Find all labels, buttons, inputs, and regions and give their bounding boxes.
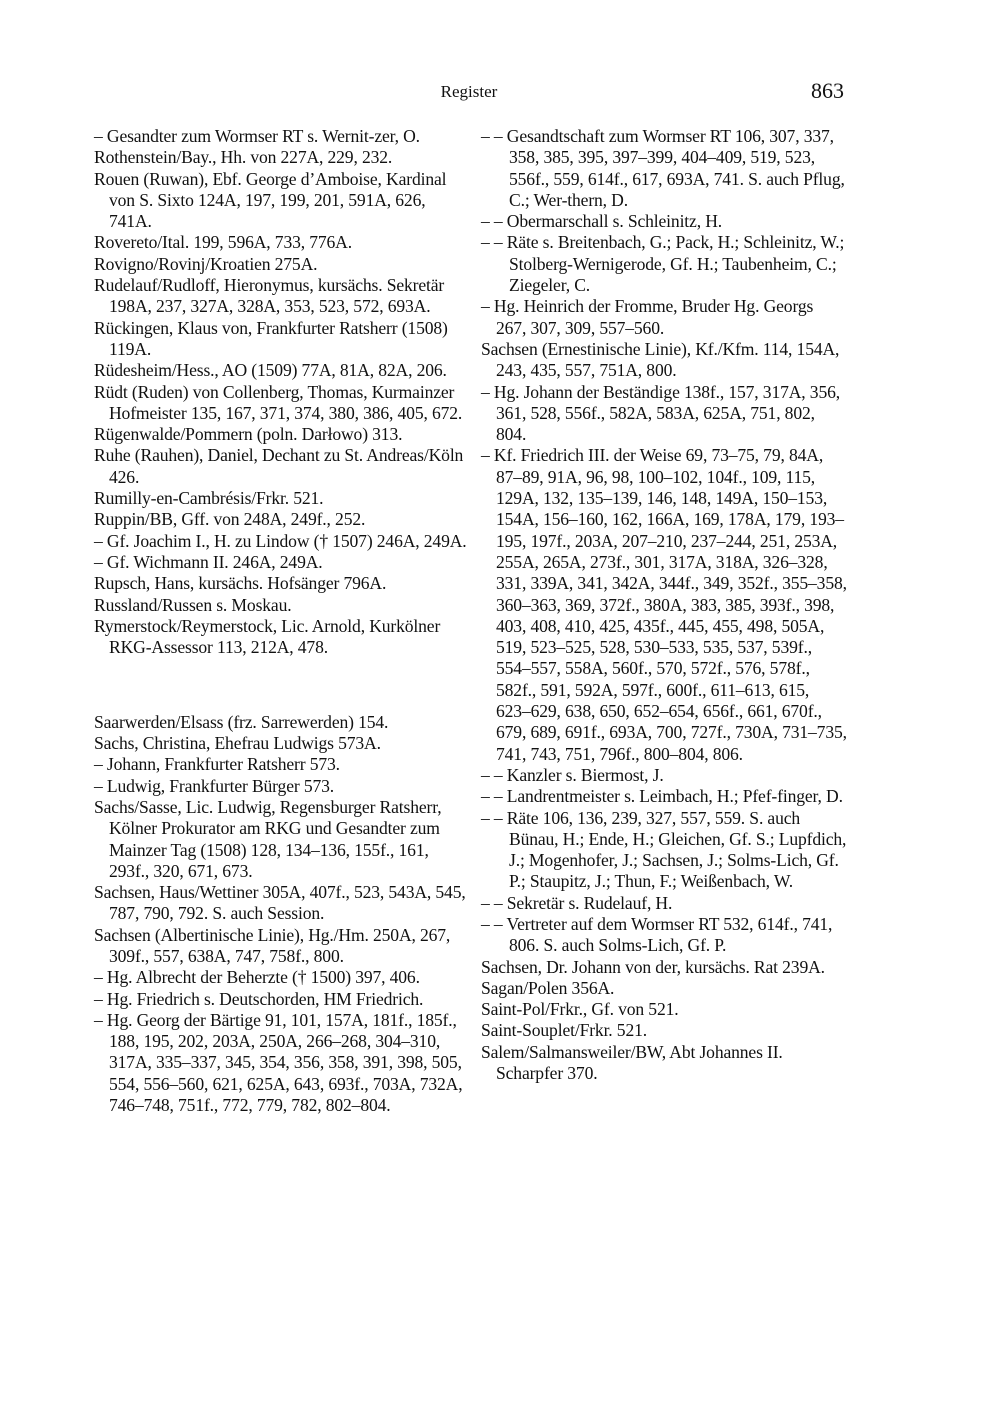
index-subentry: – – Gesandtschaft zum Wormser RT 106, 307, 337, 358, 385, 395, 397–399, 404–409, 519, 523, 556f., 559, 614f., 617, 693A, 741. S. auch Pflug, C.; Wer-thern, D. (481, 126, 845, 210)
index-subentry: – Ludwig, Frankfurter Bürger 573. (94, 775, 335, 796)
index-subentry: – Hg. Albrecht der Beherzte († 1500) 397, 406. (94, 967, 420, 988)
index-subentry: – – Obermarschall s. Schleinitz, H. (481, 211, 723, 232)
index-subentry: – Hg. Friedrich s. Deutschorden, HM Friedrich. (94, 988, 424, 1009)
index-subentry: – Kf. Friedrich III. der Weise 69, 73–75, 79, 84A, 87–89, 91A, 96, 98, 100–102, 104f., 109, 115, 129A, 132, 135–139, 146, 148, 149A, 150–153, 154A, 156–160, 162, 166A, 169, 178A, 179, 193–195, 197f., 203A, 207–210, 237–244, 251, 253A, 255A, 265A, 273f., 301, 317A, 318A, 326–328, 331, 339A, 341, 342A, 344f., 349, 352f., 355–358, 360–363, 369, 372f., 380A, 383, 385, 393f., 398, 403, 408, 410, 425, 435f., 445, 455, 498, 505A, 519, 523–525, 528, 530–533, 535, 537, 539f., 554–557, 558A, 560f., 570, 572f., 576, 578f., 582f., 591, 592A, 597f., 600f., 611–613, 615, 623–629, 638, 650, 652–654, 656f., 661, 670f., 679, 689, 691f., 693A, 700, 727f., 730A, 731–735, 741, 743, 751, 796f., 800–804, 806. (481, 445, 847, 764)
index-subentry: – – Vertreter auf dem Wormser RT 532, 614f., 741, 806. S. auch Solms-Lich, Gf. P. (481, 913, 833, 956)
index-entry: Rothenstein/Bay., Hh. von 227A, 229, 232. (94, 147, 393, 168)
index-entry: Sachsen (Albertinische Linie), Hg./Hm. 250A, 267, 309f., 557, 638A, 747, 758f., 800. (94, 924, 451, 966)
index-entry: Sachs, Christina, Ehefrau Ludwigs 573A. (94, 733, 381, 754)
index-entry: Saint-Pol/Frkr., Gf. von 521. (481, 999, 679, 1020)
index-subentry: – Hg. Georg der Bärtige 91, 101, 157A, 181f., 185f., 188, 195, 202, 203A, 250A, 266–268, 304–310, 317A, 335–337, 345, 354, 356, 358, 391, 398, 505, 554, 556–560, 621, 625A, 643, 693f., 703A, 732A, 746–748, 751f., 772, 779, 782, 802–804. (94, 1009, 463, 1116)
index-column-left (94, 126, 472, 1116)
index-entry: Saarwerden/Elsass (frz. Sarrewerden) 154. (94, 711, 389, 732)
index-subentry: – Gf. Joachim I., H. zu Lindow († 1507) 246A, 249A. (94, 530, 467, 551)
index-entry: Sachs/Sasse, Lic. Ludwig, Regensburger Ratsherr, Kölner Prokurator am RKG und Gesandter zum Mainzer Tag (1508) 128, 134–136, 155f., 161, 293f., 320, 671, 673. (94, 796, 442, 881)
index-entry: Sachsen (Ernestinische Linie), Kf./Kfm. 114, 154A, 243, 435, 557, 751A, 800. (481, 338, 840, 381)
index-subentry: – – Räte s. Breitenbach, G.; Pack, H.; Schleinitz, W.; Stolberg-Wernigerode, Gf. H.; Taubenheim, C.; Ziegeler, C. (481, 232, 845, 296)
index-column-right (481, 126, 847, 1084)
index-entry: Rupsch, Hans, kursächs. Hofsänger 796A. (94, 573, 387, 594)
index-entry: Saint-Souplet/Frkr. 521. (481, 1020, 647, 1041)
index-subentry: – Gf. Wichmann II. 246A, 249A. (94, 551, 323, 572)
running-header: Register (440, 82, 498, 101)
index-entry: Rymerstock/Reymerstock, Lic. Arnold, Kurkölner RKG-Assessor 113, 212A, 478. (94, 615, 441, 658)
index-entry: Rovigno/Rovinj/Kroatien 275A. (94, 253, 318, 274)
page-number: 863 (811, 78, 844, 103)
index-subentry: – Hg. Heinrich der Fromme, Bruder Hg. Georgs 267, 307, 309, 557–560. (481, 296, 814, 338)
index-entry: Rüdesheim/Hess., AO (1509) 77A, 81A, 82A, 206. (94, 360, 447, 381)
index-entry: Ruppin/BB, Gff. von 248A, 249f., 252. (94, 509, 366, 530)
index-subentry: – – Sekretär s. Rudelauf, H. (481, 892, 673, 913)
index-entry: Rügenwalde/Pommern (poln. Darłowo) 313. (94, 424, 403, 445)
index-subentry: – – Räte 106, 136, 239, 327, 557, 559. S. auch Bünau, H.; Ende, H.; Gleichen, Gf. S.; Lupfdich, J.; Mogenhofer, J.; Sachsen, J.; Solms-Lich, Gf. P.; Staupitz, J.; Thun, F.; Weißenbach, W. (481, 807, 847, 892)
index-subentry: – – Landrentmeister s. Leimbach, H.; Pfef-finger, D. (481, 786, 843, 807)
index-entry: Rovereto/Ital. 199, 596A, 733, 776A. (94, 232, 352, 253)
section-gap (94, 674, 472, 695)
index-entry: Rumilly-en-Cambrésis/Frkr. 521. (94, 488, 324, 509)
index-entry: Sagan/Polen 356A. (481, 977, 615, 998)
index-subentry: – Hg. Johann der Beständige 138f., 157, 317A, 356, 361, 528, 556f., 582A, 583A, 625A, 751, 802, 804. (481, 381, 840, 445)
index-entry: Sachsen, Dr. Johann von der, kursächs. Rat 239A. (481, 956, 825, 977)
index-entry: Russland/Russen s. Moskau. (94, 594, 292, 615)
index-entry: Rüdt (Ruden) von Collenberg, Thomas, Kurmainzer Hofmeister 135, 167, 371, 374, 380, 386, 405, 672. (94, 381, 463, 423)
index-entry: Sachsen, Haus/Wettiner 305A, 407f., 523, 543A, 545, 787, 790, 792. S. auch Session. (94, 882, 466, 924)
index-entry: Ruhe (Rauhen), Daniel, Dechant zu St. Andreas/Köln 426. (94, 445, 464, 487)
index-subentry: – Johann, Frankfurter Ratsherr 573. (94, 754, 340, 775)
index-subentry: – – Kanzler s. Biermost, J. (481, 764, 664, 785)
index-entry: Rouen (Ruwan), Ebf. George d’Amboise, Kardinal von S. Sixto 124A, 197, 199, 201, 591A, 626, 741A. (94, 168, 447, 232)
index-entry: Salem/Salmansweiler/BW, Abt Johannes II. Scharpfer 370. (481, 1041, 783, 1084)
index-subentry: – Gesandter zum Wormser RT s. Wernit-zer, O. (94, 126, 420, 146)
index-entry: Rudelauf/Rudloff, Hieronymus, kursächs. Sekretär 198A, 237, 327A, 328A, 353, 523, 572, 693A. (94, 275, 445, 317)
index-entry: Rückingen, Klaus von, Frankfurter Ratsherr (1508) 119A. (94, 317, 448, 359)
